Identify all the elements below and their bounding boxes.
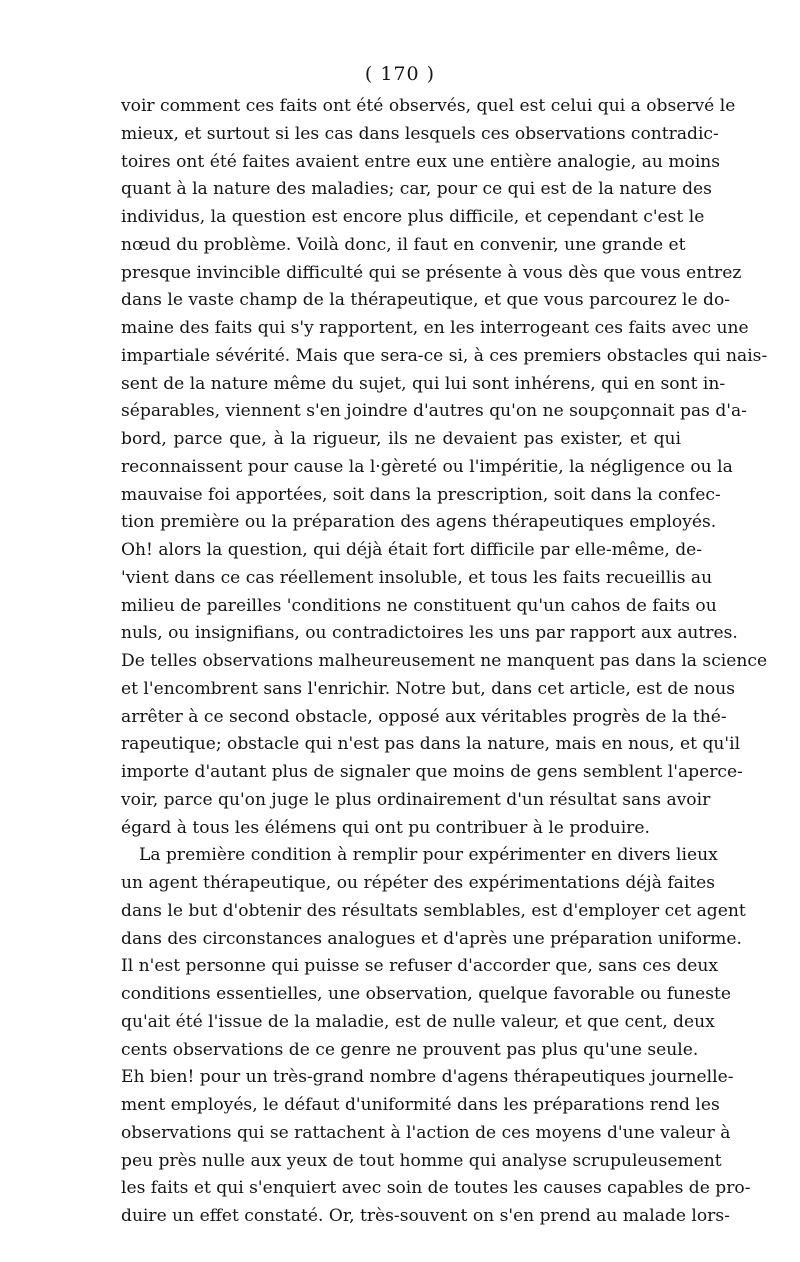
text-line: 'vient dans ce cas réellement insoluble, et tous les faits recueillis au — [121, 567, 713, 588]
text-line: nuls, ou insignifians, ou contradictoires les uns par rapport aux autres. — [121, 623, 738, 644]
body-text — [121, 93, 768, 1231]
text-line: Oh! alors la question, qui déjà était fort difficile par elle-même, de- — [121, 540, 703, 560]
text-line: et l'encombrent sans l'enrichir. Notre but, dans cet article, est de nous — [121, 678, 735, 699]
text-line: voir, parce qu'on juge le plus ordinairement d'un résultat sans avoir — [121, 789, 711, 810]
paragraph-last-line: égard à tous les élémens qui ont pu contribuer à le produire. — [121, 817, 650, 838]
text-line: importe d'autant plus de signaler que moins de gens semblent l'aperce- — [121, 762, 743, 782]
text-line: presque invincible difficulté qui se présente à vous dès que vous entrez — [121, 262, 742, 283]
text-line: arrêter à ce second obstacle, opposé aux véritables progrès de la thé- — [121, 706, 727, 727]
text-line: séparables, viennent s'en joindre d'autres qu'on ne soupçonnait pas d'a- — [121, 401, 747, 422]
text-line: Eh bien! pour un très-grand nombre d'agens thérapeutiques journelle- — [121, 1067, 734, 1088]
text-line: impartiale sévérité. Mais que sera-ce si, à ces premiers obstacles qui nais- — [121, 345, 768, 366]
text-line: bord, parce que, à la rigueur, ils ne devaient pas exister, et qui — [121, 429, 681, 449]
text-line: nœud du problème. Voilà donc, il faut en convenir, une grande et — [121, 234, 686, 255]
text-line: individus, la question est encore plus difficile, et cependant c'est le — [121, 207, 705, 227]
text-line: dans le but d'obtenir des résultats semblables, est d'employer cet agent — [121, 900, 746, 921]
text-line: Il n'est personne qui puisse se refuser d'accorder que, sans ces deux — [121, 956, 719, 977]
paragraph-first-line: La première condition à remplir pour expérimenter en divers lieux — [139, 845, 718, 866]
text-line: cents observations de ce genre ne prouvent pas plus qu'une seule. — [121, 1039, 699, 1060]
text-line: qu'ait été l'issue de la maladie, est de nulle valeur, et que cent, deux — [121, 1011, 715, 1032]
text-line: sent de la nature même du sujet, qui lui sont inhérens, qui en sont in- — [121, 373, 726, 394]
text-line: mieux, et surtout si les cas dans lesquels ces observations contradic- — [121, 123, 719, 144]
page-number: ( 170 ) — [364, 63, 436, 85]
text-line: voir comment ces faits ont été observés, quel est celui qui a observé le — [121, 96, 736, 116]
text-line: ment employés, le défaut d'uniformité dans les préparations rend les — [121, 1095, 720, 1115]
text-line: mauvaise foi apportées, soit dans la prescription, soit dans la confec- — [121, 484, 721, 505]
text-line: reconnaissent pour cause la l·gèreté ou l'impéritie, la négligence ou la — [121, 456, 733, 477]
text-line: peu près nulle aux yeux de tout homme qui analyse scrupuleusement — [121, 1150, 722, 1171]
text-line: duire un effet constaté. Or, très-souvent on s'en prend au malade lors- — [121, 1206, 730, 1226]
text-line: milieu de pareilles 'conditions ne constituent qu'un cahos de faits ou — [121, 595, 717, 616]
text-line: un agent thérapeutique, ou répéter des expérimentations déjà faites — [121, 873, 716, 893]
text-line: dans des circonstances analogues et d'après une préparation uniforme. — [121, 928, 742, 949]
text-line: De telles observations malheureusement ne manquent pas dans la science — [121, 651, 768, 671]
text-line: maine des faits qui s'y rapportent, en les interrogeant ces faits avec une — [121, 318, 749, 338]
text-line: quant à la nature des maladies; car, pour ce qui est de la nature des — [121, 179, 712, 200]
text-line: toires ont été faites avaient entre eux une entière analogie, au moins — [121, 151, 721, 172]
text-line: dans le vaste champ de la thérapeutique, et que vous parcourez le do- — [121, 290, 731, 311]
text-line: conditions essentielles, une observation, quelque favorable ou funeste — [121, 984, 732, 1004]
text-line: les faits et qui s'enquiert avec soin de toutes les causes capables de pro- — [121, 1178, 751, 1199]
text-line: observations qui se rattachent à l'action de ces moyens d'une valeur à — [121, 1122, 731, 1143]
text-line: tion première ou la préparation des agens thérapeutiques employés. — [121, 512, 717, 533]
text-line: rapeutique; obstacle qui n'est pas dans la nature, mais en nous, et qu'il — [121, 734, 741, 755]
